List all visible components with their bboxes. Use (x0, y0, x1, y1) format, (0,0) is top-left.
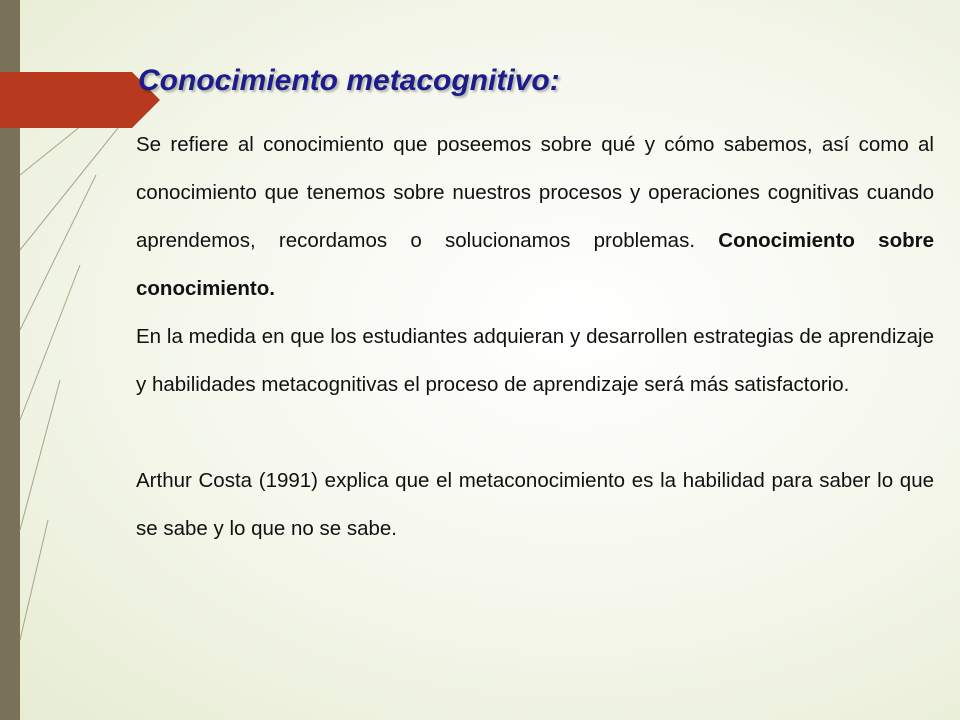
paragraph-definition (136, 121, 934, 313)
slide-title: Conocimiento metacognitivo: (138, 64, 560, 97)
paragraph-students: En la medida en que los estudiantes adquieran y desarrollen estrategias de aprendizaje y habilidades metacognitivas el proceso de aprendizaje será más satisfactorio. (136, 325, 934, 396)
paragraph-costa: Arthur Costa (1991) explica que el metaconocimiento es la habilidad para saber lo que se sabe y lo que no se sabe. (136, 469, 934, 540)
paragraph-definition-text: Se refiere al conocimiento que poseemos sobre qué y cómo sabemos, así como al conocimiento que tenemos sobre nuestros procesos y operaciones cognitivas cuando aprendemos, recordamos o solucionamos problemas. (136, 133, 934, 252)
slide-body (136, 121, 934, 553)
paragraph-definition-bold: Conocimiento sobre conocimiento. (136, 229, 934, 300)
title-arrow-shape (0, 72, 160, 128)
